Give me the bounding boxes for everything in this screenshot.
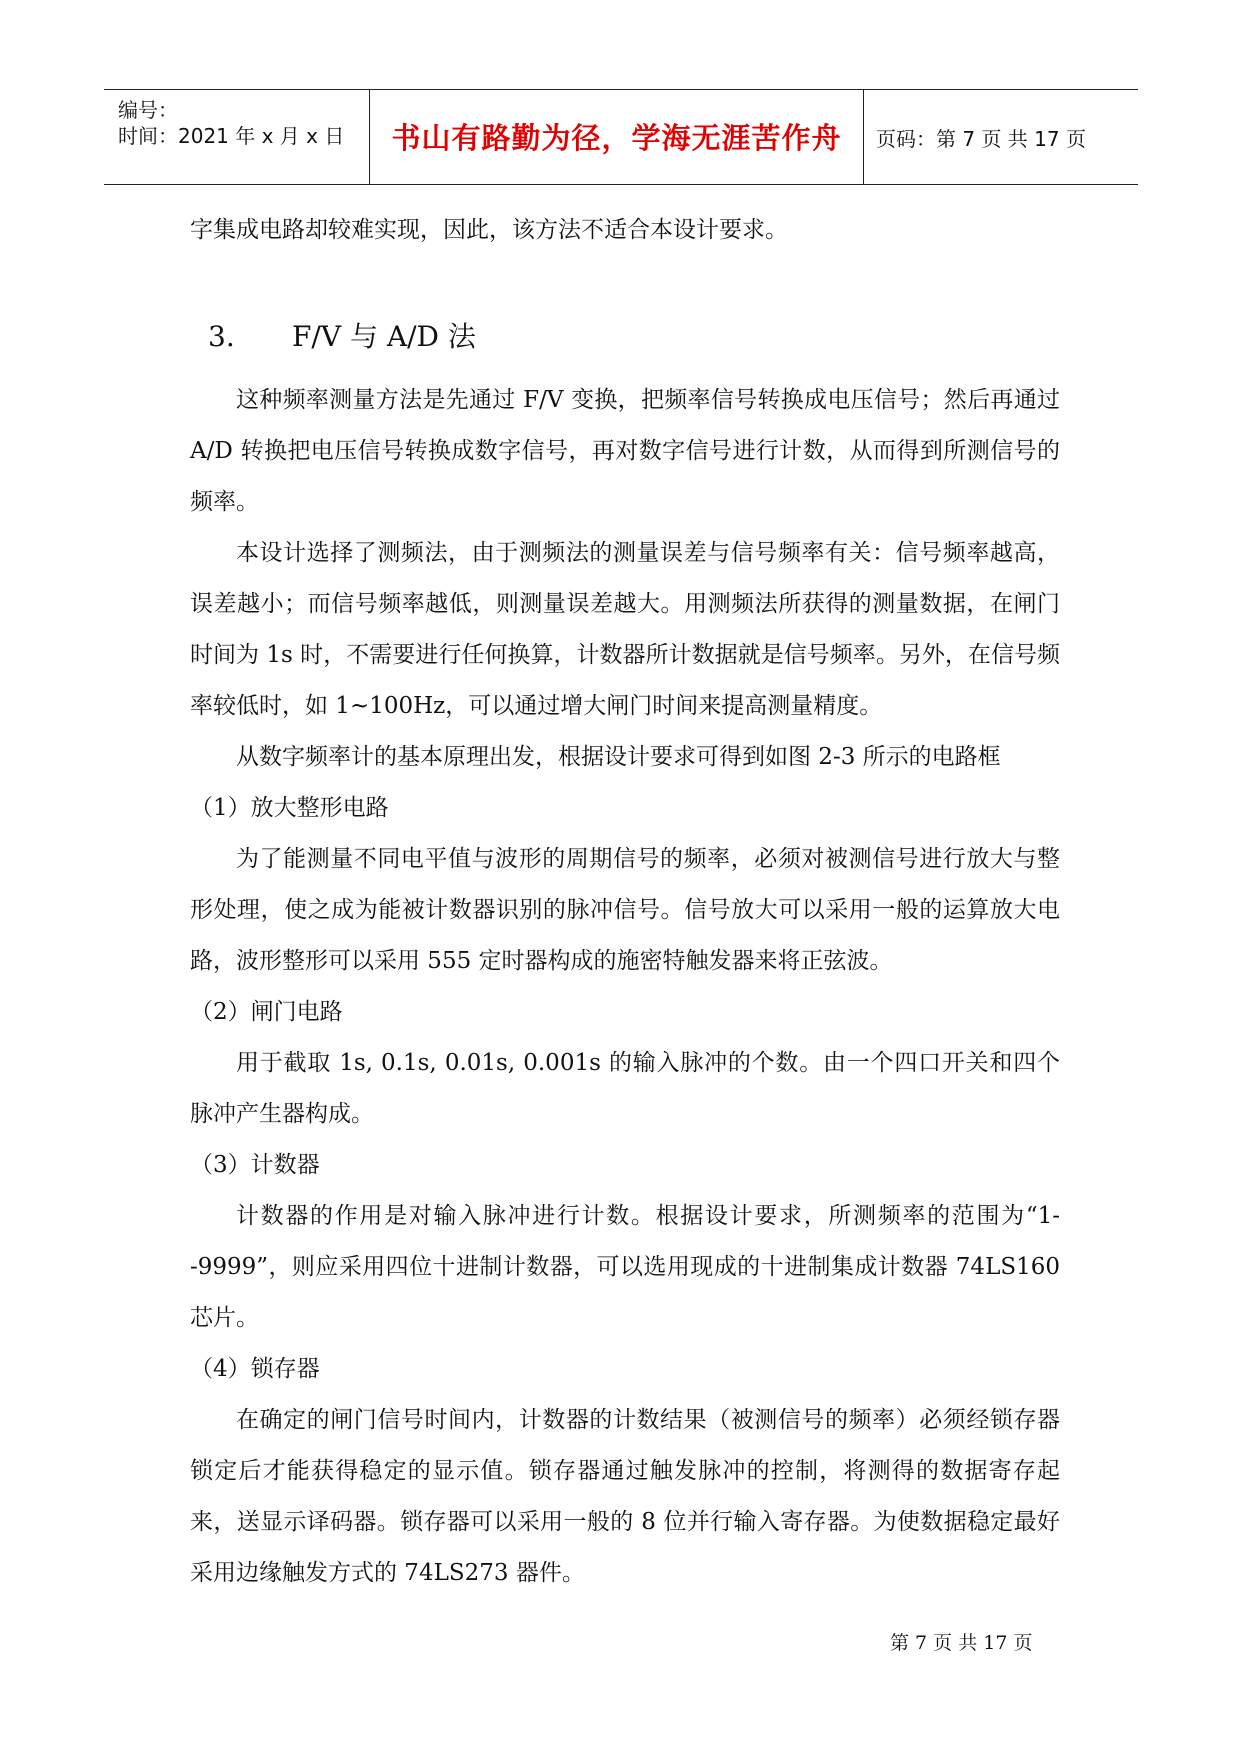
header-motto: 书山有路勤为径，学海无涯苦作舟	[391, 121, 842, 155]
paragraph-continuation: 字集成电路却较难实现，因此，该方法不适合本设计要求。	[190, 217, 788, 243]
page-header	[104, 89, 1138, 185]
page-footer: 第 7 页 共 17 页	[890, 1632, 1033, 1654]
subheading-latch: （4）锁存器	[190, 1356, 320, 1382]
paragraph-counter: 计数器的作用是对输入脉冲进行计数。根据设计要求，所测频率的范围为“1--9999”，则应采用四位十进制计数器，可以选用现成的十进制集成计数器 74LS160 芯片。	[190, 1203, 1060, 1331]
document-body	[190, 205, 1060, 1599]
section-heading	[208, 317, 1060, 357]
section-title: F/V 与 A/D 法	[292, 320, 476, 353]
paragraph-frequency-method-choice: 本设计选择了测频法，由于测频法的测量误差与信号频率有关：信号频率越高，误差越小；而信号频率越低，则测量误差越大。用测频法所获得的测量数据，在闸门时间为 1s 时，不需要进行任何换算，计数器所计数据就是信号频率。另外，在信号频率较低时，如 1~100Hz，可以通过增大闸门时间来提高测量精度。	[190, 540, 1060, 719]
paragraph-latch: 在确定的闸门信号时间内，计数器的计数结果（被测信号的频率）必须经锁存器锁定后才能获得稳定的显示值。锁存器通过触发脉冲的控制，将测得的数据寄存起来，送显示译码器。锁存器可以采用一般的 8 位并行输入寄存器。为使数据稳定最好采用边缘触发方式的 74LS273 器件。	[190, 1407, 1060, 1586]
paragraph-amplifier: 为了能测量不同电平值与波形的周期信号的频率，必须对被测信号进行放大与整形处理，使之成为能被计数器识别的脉冲信号。信号放大可以采用一般的运算放大电路，波形整形可以采用 555 定时器构成的施密特触发器来将正弦波。	[190, 846, 1060, 974]
document-id-label: 编号：	[118, 98, 178, 122]
subheading-gate-circuit: （2）闸门电路	[190, 999, 343, 1025]
header-left-cell	[104, 90, 370, 184]
header-right-cell	[864, 90, 1138, 184]
subheading-counter: （3）计数器	[190, 1152, 320, 1178]
document-time-label: 时间：2021 年 x 月 x 日	[118, 124, 345, 148]
subheading-amplifier: （1）放大整形电路	[190, 795, 389, 821]
paragraph-gate-circuit: 用于截取 1s, 0.1s, 0.01s, 0.001s 的输入脉冲的个数。由一个四口开关和四个脉冲产生器构成。	[190, 1050, 1060, 1127]
paragraph-fv-ad-method: 这种频率测量方法是先通过 F/V 变换，把频率信号转换成电压信号；然后再通过 A/D 转换把电压信号转换成数字信号，再对数字信号进行计数，从而得到所测信号的频率。	[190, 387, 1060, 515]
paragraph-circuit-block: 从数字频率计的基本原理出发，根据设计要求可得到如图 2-3 所示的电路框	[236, 744, 1001, 770]
header-page-number: 页码：第 7 页 共 17 页	[876, 127, 1086, 151]
header-middle-cell	[370, 90, 864, 184]
section-number: 3.	[208, 320, 235, 353]
